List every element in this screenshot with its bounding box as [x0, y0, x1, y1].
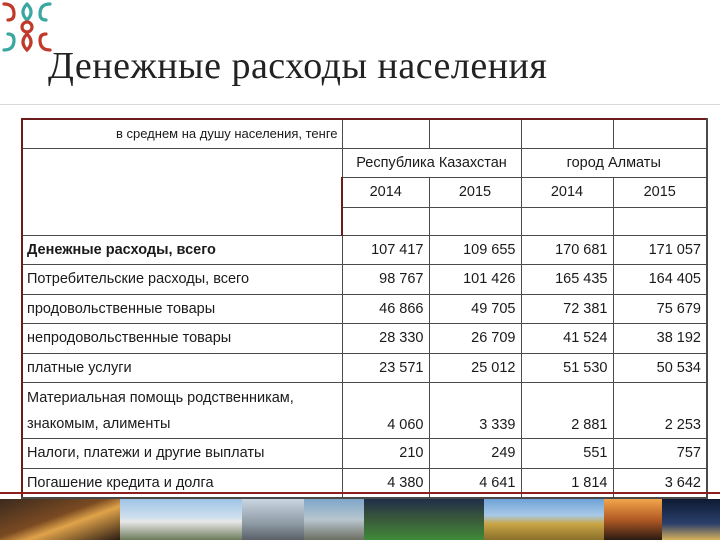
- row-label: продовольственные товары: [22, 294, 342, 324]
- empty-cell: [342, 207, 429, 235]
- row-value: 4 380: [342, 468, 429, 498]
- unit-note: в среднем на душу населения, тенге: [22, 119, 342, 148]
- empty-cell: [521, 207, 613, 235]
- row-value: 109 655: [429, 235, 521, 265]
- empty-cell: [342, 119, 429, 148]
- row-value: 3 642: [613, 468, 707, 498]
- row-value: 551: [521, 439, 613, 469]
- empty-cell: [22, 148, 342, 235]
- footer-photo-strip: [0, 499, 720, 540]
- row-value: 2 253: [613, 383, 707, 439]
- empty-cell: [521, 119, 613, 148]
- stadium-photo: [364, 499, 484, 540]
- table-row: [22, 294, 707, 324]
- row-value: 51 530: [521, 353, 613, 383]
- row-value: 2 881: [521, 383, 613, 439]
- row-value: 171 057: [613, 235, 707, 265]
- row-value: 170 681: [521, 235, 613, 265]
- row-value: 249: [429, 439, 521, 469]
- road-at-sunset-photo: [604, 499, 662, 540]
- row-value: 757: [613, 439, 707, 469]
- row-value: 41 524: [521, 324, 613, 354]
- empty-cell: [429, 207, 521, 235]
- table-row: [22, 353, 707, 383]
- row-label: Налоги, платежи и другие выплаты: [22, 439, 342, 469]
- row-value: 23 571: [342, 353, 429, 383]
- empty-cell: [613, 119, 707, 148]
- row-value: 165 435: [521, 265, 613, 295]
- row-label: Потребительские расходы, всего: [22, 265, 342, 295]
- ornament-icon: [0, 0, 54, 54]
- industrial-plant-photo: [242, 499, 304, 540]
- page-title: Денежные расходы населения: [48, 45, 548, 87]
- row-value: 46 866: [342, 294, 429, 324]
- wheat-field-photo: [484, 499, 604, 540]
- table-group-row: [22, 148, 707, 178]
- table-row: [22, 383, 707, 439]
- row-label: платные услуги: [22, 353, 342, 383]
- row-value: 72 381: [521, 294, 613, 324]
- year-header: 2014: [342, 178, 429, 208]
- row-value: 3 339: [429, 383, 521, 439]
- row-value: 210: [342, 439, 429, 469]
- refinery-photo: [304, 499, 364, 540]
- row-label: Материальная помощь родственникам, знакомым, алименты: [22, 383, 342, 439]
- table-row: [22, 324, 707, 354]
- table-row: [22, 235, 707, 265]
- row-value: 28 330: [342, 324, 429, 354]
- row-value: 26 709: [429, 324, 521, 354]
- high-speed-train-photo: [120, 499, 242, 540]
- year-header: 2014: [521, 178, 613, 208]
- group-header-kazakhstan: Республика Казахстан: [342, 148, 521, 178]
- row-label: Погашение кредита и долга: [22, 468, 342, 498]
- row-value: 38 192: [613, 324, 707, 354]
- row-value: 75 679: [613, 294, 707, 324]
- row-value: 101 426: [429, 265, 521, 295]
- expenses-table: [21, 118, 708, 499]
- row-value: 107 417: [342, 235, 429, 265]
- title-divider: [0, 104, 720, 105]
- empty-cell: [429, 119, 521, 148]
- group-header-almaty: город Алматы: [521, 148, 707, 178]
- table-row: [22, 439, 707, 469]
- year-header: 2015: [429, 178, 521, 208]
- row-value: 164 405: [613, 265, 707, 295]
- footer-divider: [0, 492, 720, 494]
- city-skyline-night-photo: [662, 499, 720, 540]
- table-unit-row: [22, 119, 707, 148]
- row-value: 4 060: [342, 383, 429, 439]
- row-value: 25 012: [429, 353, 521, 383]
- year-header: 2015: [613, 178, 707, 208]
- row-value: 1 814: [521, 468, 613, 498]
- row-label: непродовольственные товары: [22, 324, 342, 354]
- row-label: Денежные расходы, всего: [22, 235, 342, 265]
- row-value: 49 705: [429, 294, 521, 324]
- empty-cell: [613, 207, 707, 235]
- table-row: [22, 265, 707, 295]
- row-value: 98 767: [342, 265, 429, 295]
- row-value: 4 641: [429, 468, 521, 498]
- highway-at-dusk-photo: [0, 499, 120, 540]
- row-value: 50 534: [613, 353, 707, 383]
